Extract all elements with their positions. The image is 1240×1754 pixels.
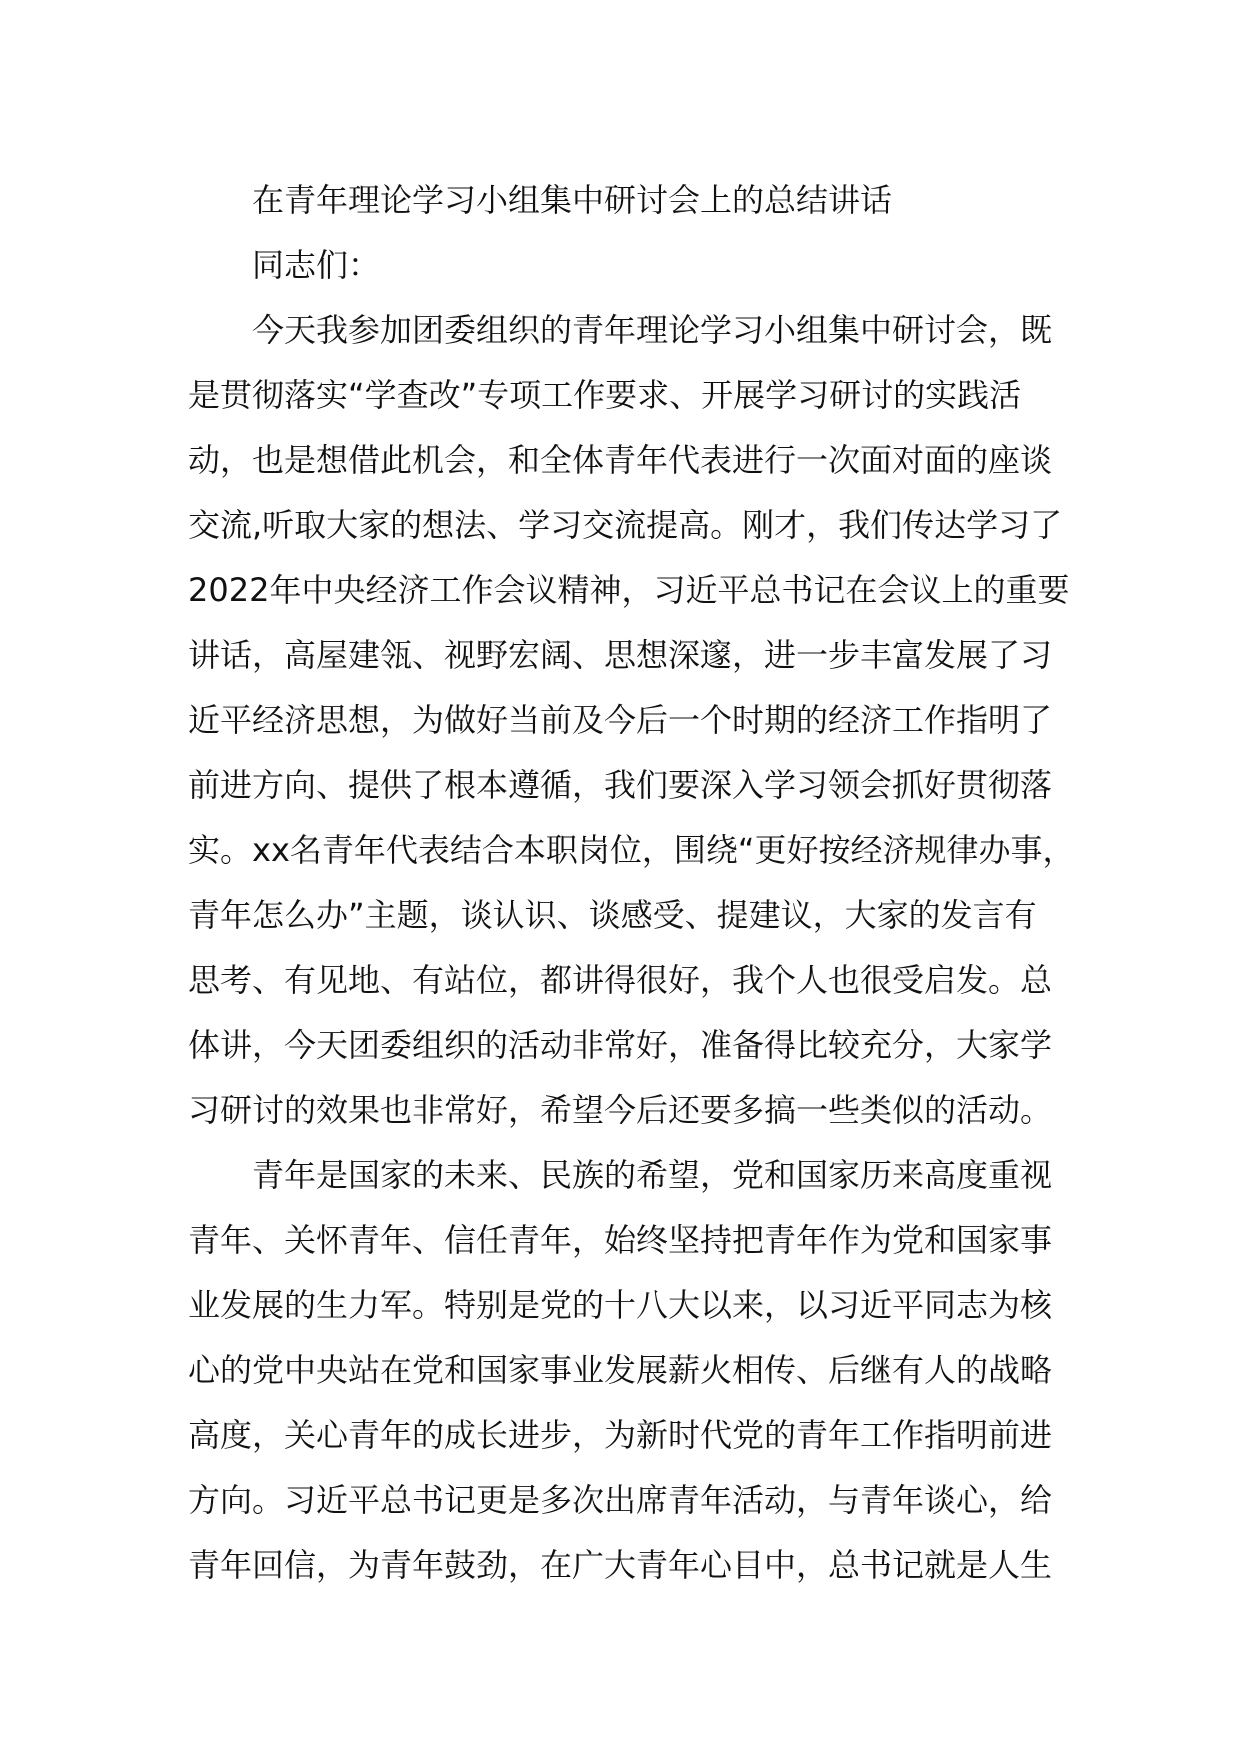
salutation: 同志们： bbox=[252, 246, 381, 284]
paragraph-line: 交流,听取大家的想法、学习交流提高。刚才，我们传达学习了 bbox=[188, 506, 1063, 544]
paragraph-line: 青年、关怀青年、信任青年，始终坚持把青年作为党和国家事 bbox=[188, 1221, 1053, 1259]
paragraph-line: 高度，关心青年的成长进步，为新时代党的青年工作指明前进 bbox=[188, 1416, 1053, 1454]
paragraph-line: 实。xx名青年代表结合本职岗位，围绕“更好按经济规律办事， bbox=[188, 831, 1075, 869]
paragraph-line: 今天我参加团委组织的青年理论学习小组集中研讨会，既 bbox=[252, 311, 1053, 349]
paragraph-line: 青年是国家的未来、民族的希望，党和国家历来高度重视 bbox=[252, 1156, 1053, 1194]
paragraph-line: 是贯彻落实“学查改”专项工作要求、开展学习研讨的实践活 bbox=[188, 376, 1022, 414]
document-body bbox=[188, 168, 1075, 1598]
document-title: 在青年理论学习小组集中研讨会上的总结讲话 bbox=[252, 181, 893, 219]
paragraph-line: 业发展的生力军。特别是党的十八大以来，以习近平同志为核 bbox=[188, 1286, 1053, 1324]
paragraph-line: 青年回信，为青年鼓劲，在广大青年心目中，总书记就是人生 bbox=[188, 1546, 1053, 1584]
paragraph-line: 青年怎么办”主题，谈认识、谈感受、提建议，大家的发言有 bbox=[188, 896, 1037, 934]
paragraph-line: 动，也是想借此机会，和全体青年代表进行一次面对面的座谈 bbox=[188, 441, 1053, 479]
paragraph-line: 前进方向、提供了根本遵循，我们要深入学习领会抓好贯彻落 bbox=[188, 766, 1053, 804]
paragraph-2 bbox=[188, 1143, 1068, 1598]
paragraph-line: 体讲，今天团委组织的活动非常好，准备得比较充分，大家学 bbox=[188, 1026, 1053, 1064]
paragraph-line: 思考、有见地、有站位，都讲得很好，我个人也很受启发。总 bbox=[188, 961, 1053, 999]
paragraph-1 bbox=[188, 298, 1075, 1143]
paragraph-line: 讲话，高屋建瓴、视野宏阔、思想深邃，进一步丰富发展了习 bbox=[188, 636, 1053, 674]
paragraph-line: 2022年中央经济工作会议精神，习近平总书记在会议上的重要 bbox=[188, 571, 1070, 609]
paragraph-line: 心的党中央站在党和国家事业发展薪火相传、后继有人的战略 bbox=[188, 1351, 1053, 1389]
paragraph-line: 近平经济思想，为做好当前及今后一个时期的经济工作指明了 bbox=[188, 701, 1053, 739]
paragraph-line: 习研讨的效果也非常好，希望今后还要多搞一些类似的活动。 bbox=[188, 1091, 1053, 1129]
paragraph-line: 方向。习近平总书记更是多次出席青年活动，与青年谈心，给 bbox=[188, 1481, 1053, 1519]
